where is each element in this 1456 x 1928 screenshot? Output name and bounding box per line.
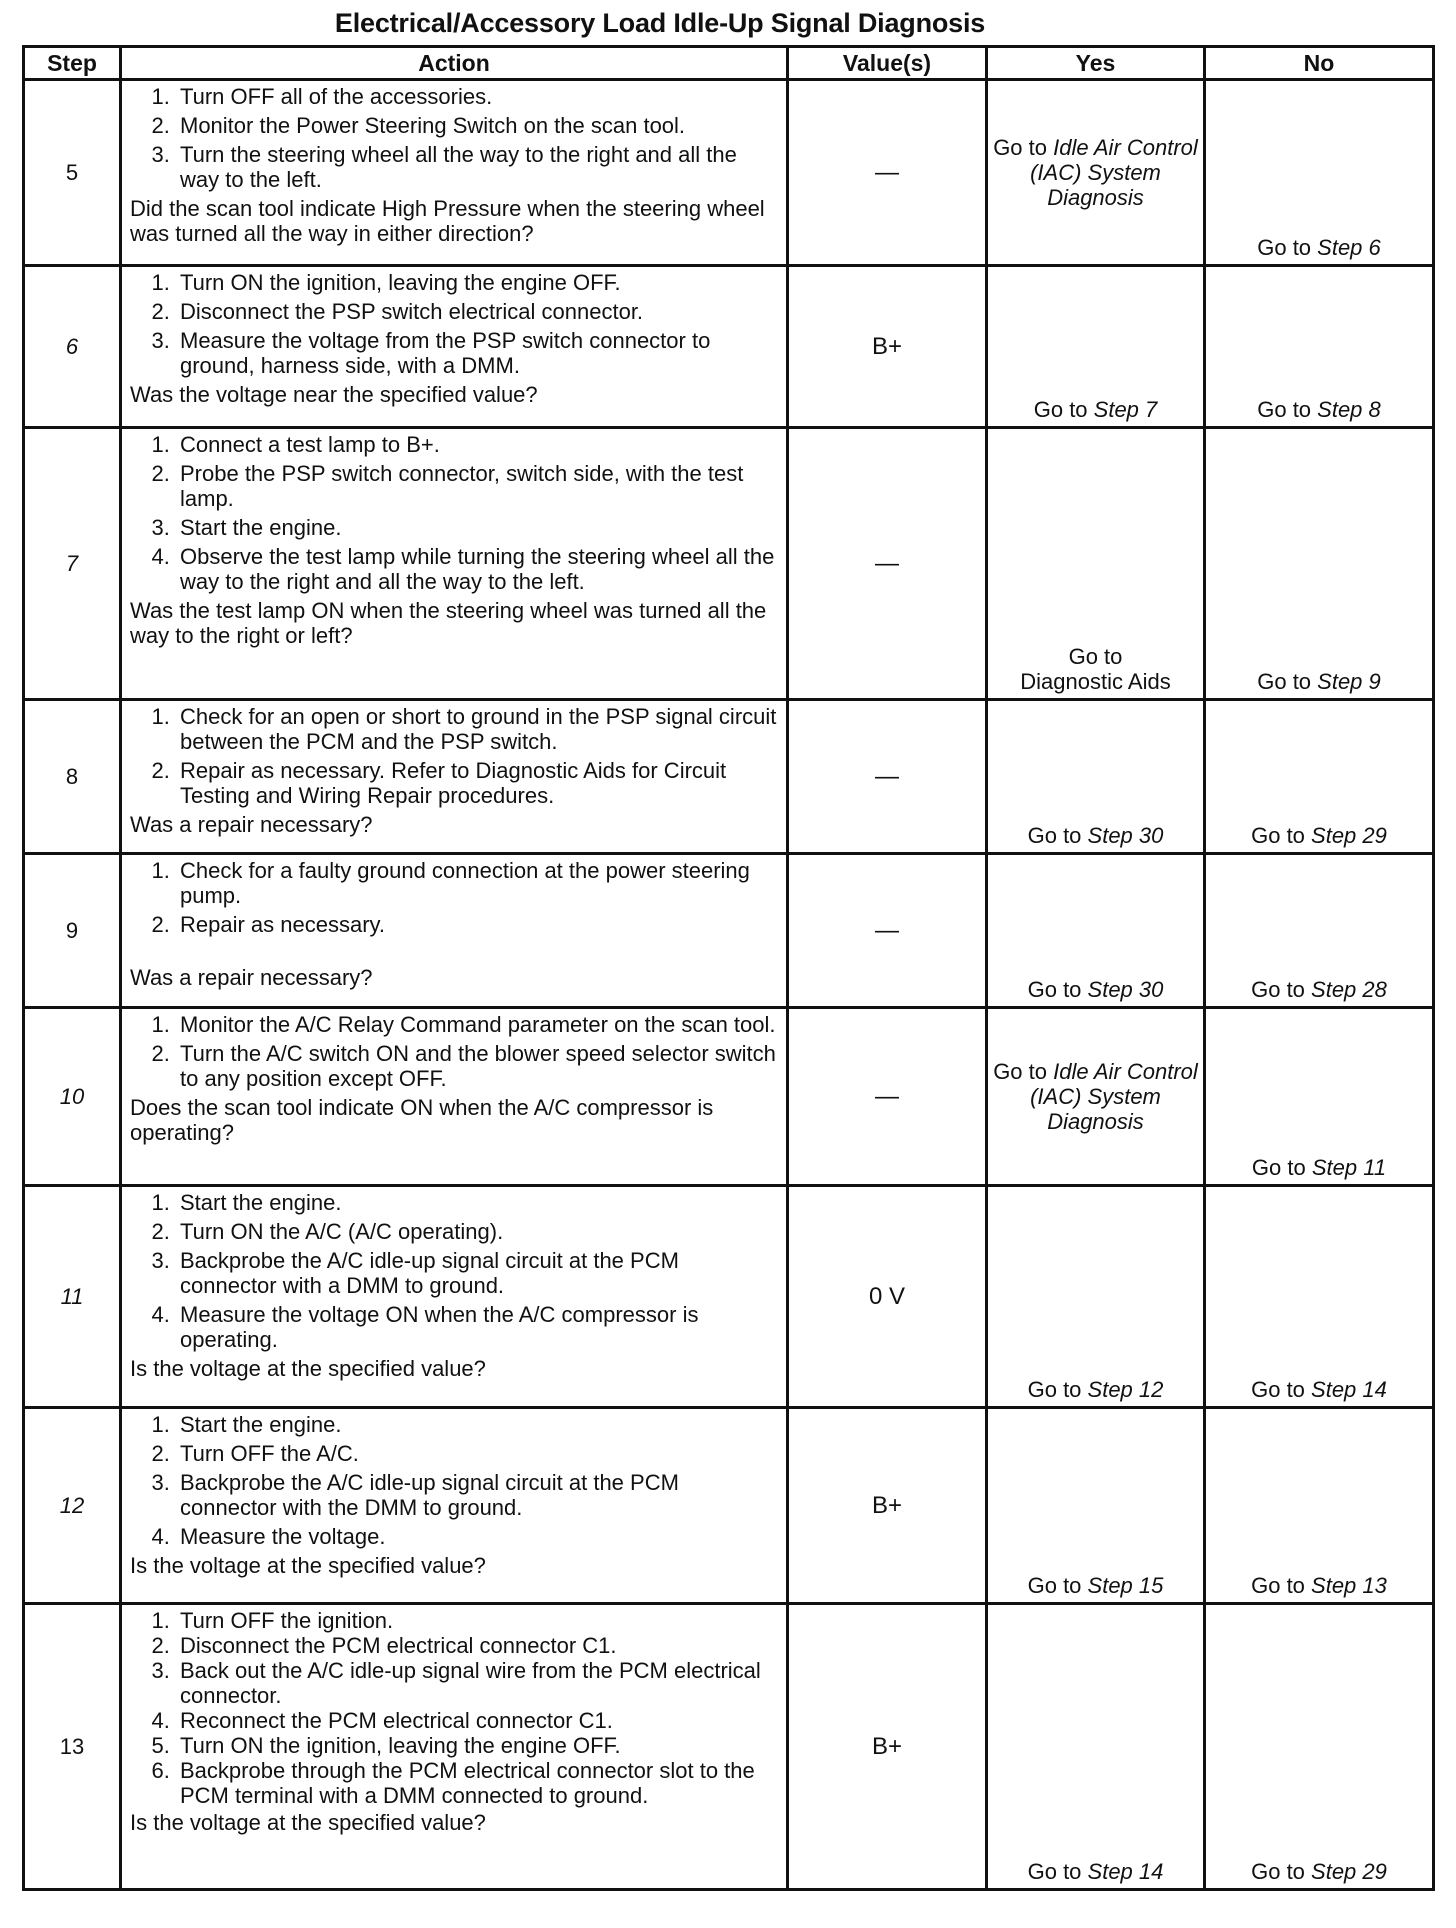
action-item: 1. Turn ON the ignition, leaving the engine OFF. bbox=[176, 270, 780, 295]
action-item: 3. Start the engine. bbox=[176, 515, 780, 540]
action-item: 2. Probe the PSP switch connector, switch side, with the test lamp. bbox=[176, 461, 780, 511]
yes-reference: Step 30 bbox=[1087, 977, 1164, 1002]
step-number: 9 bbox=[24, 854, 121, 1008]
action-item: 4. Observe the test lamp while turning the steering wheel all the way to the right and all the way to the left. bbox=[176, 544, 780, 594]
action-item: 2. Monitor the Power Steering Switch on the scan tool. bbox=[176, 113, 780, 138]
step-number: 6 bbox=[24, 266, 121, 428]
no-cell bbox=[1205, 428, 1434, 700]
action-item: 1. Check for a faulty ground connection at the power steering pump. bbox=[176, 858, 780, 908]
value-cell: B+ bbox=[788, 266, 987, 428]
table-row bbox=[24, 428, 1434, 700]
no-reference: Step 9 bbox=[1317, 669, 1381, 694]
yes-cell bbox=[987, 1604, 1205, 1890]
action-item: 3. Back out the A/C idle-up signal wire from the PCM electrical connector. bbox=[176, 1658, 780, 1708]
no-reference: Step 6 bbox=[1317, 235, 1381, 260]
yes-prefix: Go to bbox=[1027, 1573, 1088, 1598]
action-cell bbox=[121, 1604, 788, 1890]
action-item: 1. Turn OFF the ignition. bbox=[176, 1608, 780, 1633]
no-prefix: Go to bbox=[1257, 235, 1318, 260]
no-reference: Step 29 bbox=[1311, 1859, 1387, 1884]
yes-cell bbox=[987, 80, 1205, 266]
action-question: Did the scan tool indicate High Pressure when the steering wheel was turned all the way in either direction? bbox=[130, 196, 765, 246]
action-question: Is the voltage at the specified value? bbox=[130, 1810, 486, 1835]
action-item: 1. Monitor the A/C Relay Command parameter on the scan tool. bbox=[176, 1012, 780, 1037]
value-cell: — bbox=[788, 1008, 987, 1186]
action-item: 3. Measure the voltage from the PSP switch connector to ground, harness side, with a DMM. bbox=[176, 328, 780, 378]
no-cell bbox=[1205, 266, 1434, 428]
action-item: 1. Turn OFF all of the accessories. bbox=[176, 84, 780, 109]
no-reference: Step 11 bbox=[1311, 1155, 1387, 1180]
no-cell bbox=[1205, 1008, 1434, 1186]
action-question: Is the voltage at the specified value? bbox=[130, 1553, 486, 1578]
value-cell: — bbox=[788, 428, 987, 700]
no-reference: Step 14 bbox=[1311, 1377, 1387, 1402]
table-row bbox=[24, 854, 1434, 1008]
action-item: 2. Turn the A/C switch ON and the blower speed selector switch to any position except OFF. bbox=[176, 1041, 780, 1091]
yes-cell bbox=[987, 428, 1205, 700]
no-cell bbox=[1205, 1408, 1434, 1604]
step-number: 13 bbox=[24, 1604, 121, 1890]
action-cell bbox=[121, 700, 788, 854]
yes-prefix: Go to bbox=[1027, 977, 1088, 1002]
no-cell bbox=[1205, 1604, 1434, 1890]
yes-prefix: Go to bbox=[993, 135, 1054, 160]
header-step: Step bbox=[24, 47, 121, 80]
action-item: 2. Disconnect the PSP switch electrical connector. bbox=[176, 299, 780, 324]
no-prefix: Go to bbox=[1257, 397, 1318, 422]
action-question: Was a repair necessary? bbox=[130, 965, 373, 990]
action-item: 1. Check for an open or short to ground in the PSP signal circuit between the PCM and the PSP switch. bbox=[176, 704, 780, 754]
action-question: Does the scan tool indicate ON when the A/C compressor is operating? bbox=[130, 1095, 714, 1145]
action-question: Is the voltage at the specified value? bbox=[130, 1356, 486, 1381]
diagnosis-table bbox=[22, 45, 1435, 1891]
yes-prefix: Go to bbox=[1027, 823, 1088, 848]
no-prefix: Go to bbox=[1257, 669, 1318, 694]
header-row bbox=[24, 47, 1434, 80]
action-cell bbox=[121, 80, 788, 266]
action-item: 2. Disconnect the PCM electrical connector C1. bbox=[176, 1633, 780, 1658]
no-cell bbox=[1205, 1186, 1434, 1408]
table-row bbox=[24, 1008, 1434, 1186]
action-cell bbox=[121, 1008, 788, 1186]
yes-reference: Idle Air Control (IAC) System Diagnosis bbox=[1030, 1059, 1198, 1134]
action-item: 4. Measure the voltage. bbox=[176, 1524, 780, 1549]
no-reference: Step 29 bbox=[1311, 823, 1387, 848]
no-prefix: Go to bbox=[1251, 1155, 1312, 1180]
action-item: 4. Reconnect the PCM electrical connector C1. bbox=[176, 1708, 780, 1733]
value-cell: B+ bbox=[788, 1604, 987, 1890]
page-title: Electrical/Accessory Load Idle-Up Signal Diagnosis bbox=[334, 8, 986, 38]
value-cell: — bbox=[788, 700, 987, 854]
table-row bbox=[24, 700, 1434, 854]
no-reference: Step 8 bbox=[1317, 397, 1381, 422]
action-item: 2. Turn ON the A/C (A/C operating). bbox=[176, 1219, 780, 1244]
action-cell bbox=[121, 428, 788, 700]
value-cell: B+ bbox=[788, 1408, 987, 1604]
value-cell: 0 V bbox=[788, 1186, 987, 1408]
no-cell bbox=[1205, 854, 1434, 1008]
action-item: 2. Repair as necessary. bbox=[176, 912, 780, 937]
table-row bbox=[24, 1186, 1434, 1408]
yes-cell bbox=[987, 266, 1205, 428]
step-number: 8 bbox=[24, 700, 121, 854]
step-number: 10 bbox=[24, 1008, 121, 1186]
yes-prefix: Go to bbox=[993, 1059, 1054, 1084]
header-action: Action bbox=[121, 47, 788, 80]
yes-reference: Step 30 bbox=[1087, 823, 1164, 848]
yes-prefix: Go to bbox=[1033, 397, 1094, 422]
no-prefix: Go to bbox=[1251, 977, 1312, 1002]
no-reference: Step 13 bbox=[1311, 1573, 1387, 1598]
no-prefix: Go to bbox=[1251, 823, 1312, 848]
yes-prefix: Go to bbox=[1027, 1859, 1088, 1884]
no-prefix: Go to bbox=[1251, 1377, 1312, 1402]
yes-cell bbox=[987, 700, 1205, 854]
action-cell bbox=[121, 266, 788, 428]
table-row bbox=[24, 80, 1434, 266]
step-number: 7 bbox=[24, 428, 121, 700]
yes-reference: Step 15 bbox=[1087, 1573, 1164, 1598]
yes-cell bbox=[987, 1408, 1205, 1604]
yes-reference: Idle Air Control (IAC) System Diagnosis bbox=[1030, 135, 1198, 210]
action-item: 2. Repair as necessary. Refer to Diagnostic Aids for Circuit Testing and Wiring Repair procedures. bbox=[176, 758, 780, 808]
header-values: Value(s) bbox=[788, 47, 987, 80]
action-item: 3. Turn the steering wheel all the way to the right and all the way to the left. bbox=[176, 142, 780, 192]
table-row bbox=[24, 1604, 1434, 1890]
yes-reference: Step 14 bbox=[1087, 1859, 1164, 1884]
action-item: 1. Connect a test lamp to B+. bbox=[176, 432, 780, 457]
value-cell: — bbox=[788, 854, 987, 1008]
yes-cell bbox=[987, 1186, 1205, 1408]
no-prefix: Go to bbox=[1251, 1573, 1312, 1598]
yes-reference: Step 7 bbox=[1093, 397, 1158, 422]
action-item: 3. Backprobe the A/C idle-up signal circuit at the PCM connector with the DMM to ground. bbox=[176, 1470, 780, 1520]
header-yes: Yes bbox=[987, 47, 1205, 80]
action-cell bbox=[121, 854, 788, 1008]
action-question: Was the test lamp ON when the steering wheel was turned all the way to the right or left? bbox=[130, 598, 767, 648]
step-number: 5 bbox=[24, 80, 121, 266]
yes-prefix: Go to Diagnostic Aids bbox=[1020, 644, 1171, 694]
step-number: 12 bbox=[24, 1408, 121, 1604]
action-item: 1. Start the engine. bbox=[176, 1412, 780, 1437]
action-item: 1. Start the engine. bbox=[176, 1190, 780, 1215]
action-item: 6. Backprobe through the PCM electrical connector slot to the PCM terminal with a DMM connected to ground. bbox=[176, 1758, 780, 1808]
no-cell bbox=[1205, 700, 1434, 854]
action-item: 2. Turn OFF the A/C. bbox=[176, 1441, 780, 1466]
header-no: No bbox=[1205, 47, 1434, 80]
table-row bbox=[24, 1408, 1434, 1604]
action-cell bbox=[121, 1186, 788, 1408]
action-question: Was a repair necessary? bbox=[130, 812, 373, 837]
action-item: 4. Measure the voltage ON when the A/C compressor is operating. bbox=[176, 1302, 780, 1352]
yes-cell bbox=[987, 1008, 1205, 1186]
yes-prefix: Go to bbox=[1027, 1377, 1088, 1402]
action-item: 5. Turn ON the ignition, leaving the engine OFF. bbox=[176, 1733, 780, 1758]
action-question: Was the voltage near the specified value? bbox=[130, 382, 538, 407]
no-cell bbox=[1205, 80, 1434, 266]
yes-reference: Step 12 bbox=[1087, 1377, 1164, 1402]
no-reference: Step 28 bbox=[1311, 977, 1387, 1002]
action-cell bbox=[121, 1408, 788, 1604]
value-cell: — bbox=[788, 80, 987, 266]
table-row bbox=[24, 266, 1434, 428]
yes-cell bbox=[987, 854, 1205, 1008]
action-item: 3. Backprobe the A/C idle-up signal circuit at the PCM connector with a DMM to ground. bbox=[176, 1248, 780, 1298]
step-number: 11 bbox=[24, 1186, 121, 1408]
no-prefix: Go to bbox=[1251, 1859, 1312, 1884]
